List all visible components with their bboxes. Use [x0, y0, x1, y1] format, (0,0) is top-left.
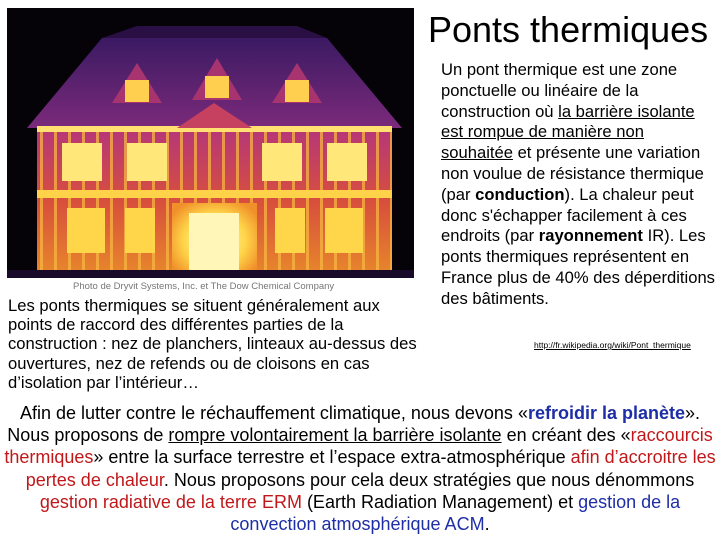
definition-text-1: Un pont thermique est une zone ponctuelle ou linéaire de la construction où [441, 60, 678, 121]
photo-credit: Photo de Dryvit Systems, Inc. et The Dow Chemical Company [73, 281, 335, 292]
definition-text-2: et présente une variation non voulue de résistance thermique (par [441, 143, 704, 204]
proposal-red-pertes: afin d’accroitre les pertes de chaleur [25, 447, 716, 490]
proposal-bold-refroidir: refroidir la planète [527, 403, 685, 423]
source-link[interactable]: http://fr.wikipedia.org/wiki/Pont_thermique [534, 340, 691, 350]
definition-underlined: la barrière isolante est rompue de manière non souhaitée [441, 101, 695, 163]
proposal-red-raccourcis: raccourcis thermiques [4, 425, 713, 468]
page-title: Ponts thermiques [428, 9, 709, 50]
proposal-text-3: en créant des « [501, 425, 631, 446]
definition-bold-conduction: conduction [475, 184, 565, 204]
proposal-text-2: ». Nous proposons de [7, 403, 701, 446]
proposal-text-5: . Nous proposons pour cela deux stratégies que nous dénommons [163, 469, 695, 490]
proposal-text-4: » entre la surface terrestre et l’espace extra-atmosphérique [93, 447, 571, 468]
proposal-text-6: (Earth Radiation Management) et [301, 491, 579, 512]
proposal-paragraph [4, 402, 716, 535]
definition-text-3: ). La chaleur peut donc s'échapper facilement à ces endroits (par [441, 184, 694, 246]
thermal-house-image [7, 8, 414, 278]
definition-bold-rayonnement: rayonnement [538, 226, 643, 246]
proposal-red-erm: gestion radiative de la terre ERM [39, 491, 302, 512]
location-paragraph: Les ponts thermiques se situent généralement aux points de raccord des différentes parties de la construction : nez de planchers, linteaux au-dessus des ouvertures, nez de refends ou de cloisons en cas d’isolation par l’intérieur… [8, 296, 417, 392]
definition-text-4: IR). Les ponts thermiques représentent en France plus de 40% des déperditions des bâtiments. [441, 226, 715, 308]
proposal-blue-acm: gestion de la convection atmosphérique ACM [230, 491, 681, 535]
definition-paragraph [441, 60, 719, 310]
proposal-text-1: Afin de lutter contre le réchauffement climatique, nous devons « [19, 403, 528, 423]
proposal-text-7: . [484, 514, 490, 535]
proposal-underlined: rompre volontairement la barrière isolante [168, 425, 502, 446]
